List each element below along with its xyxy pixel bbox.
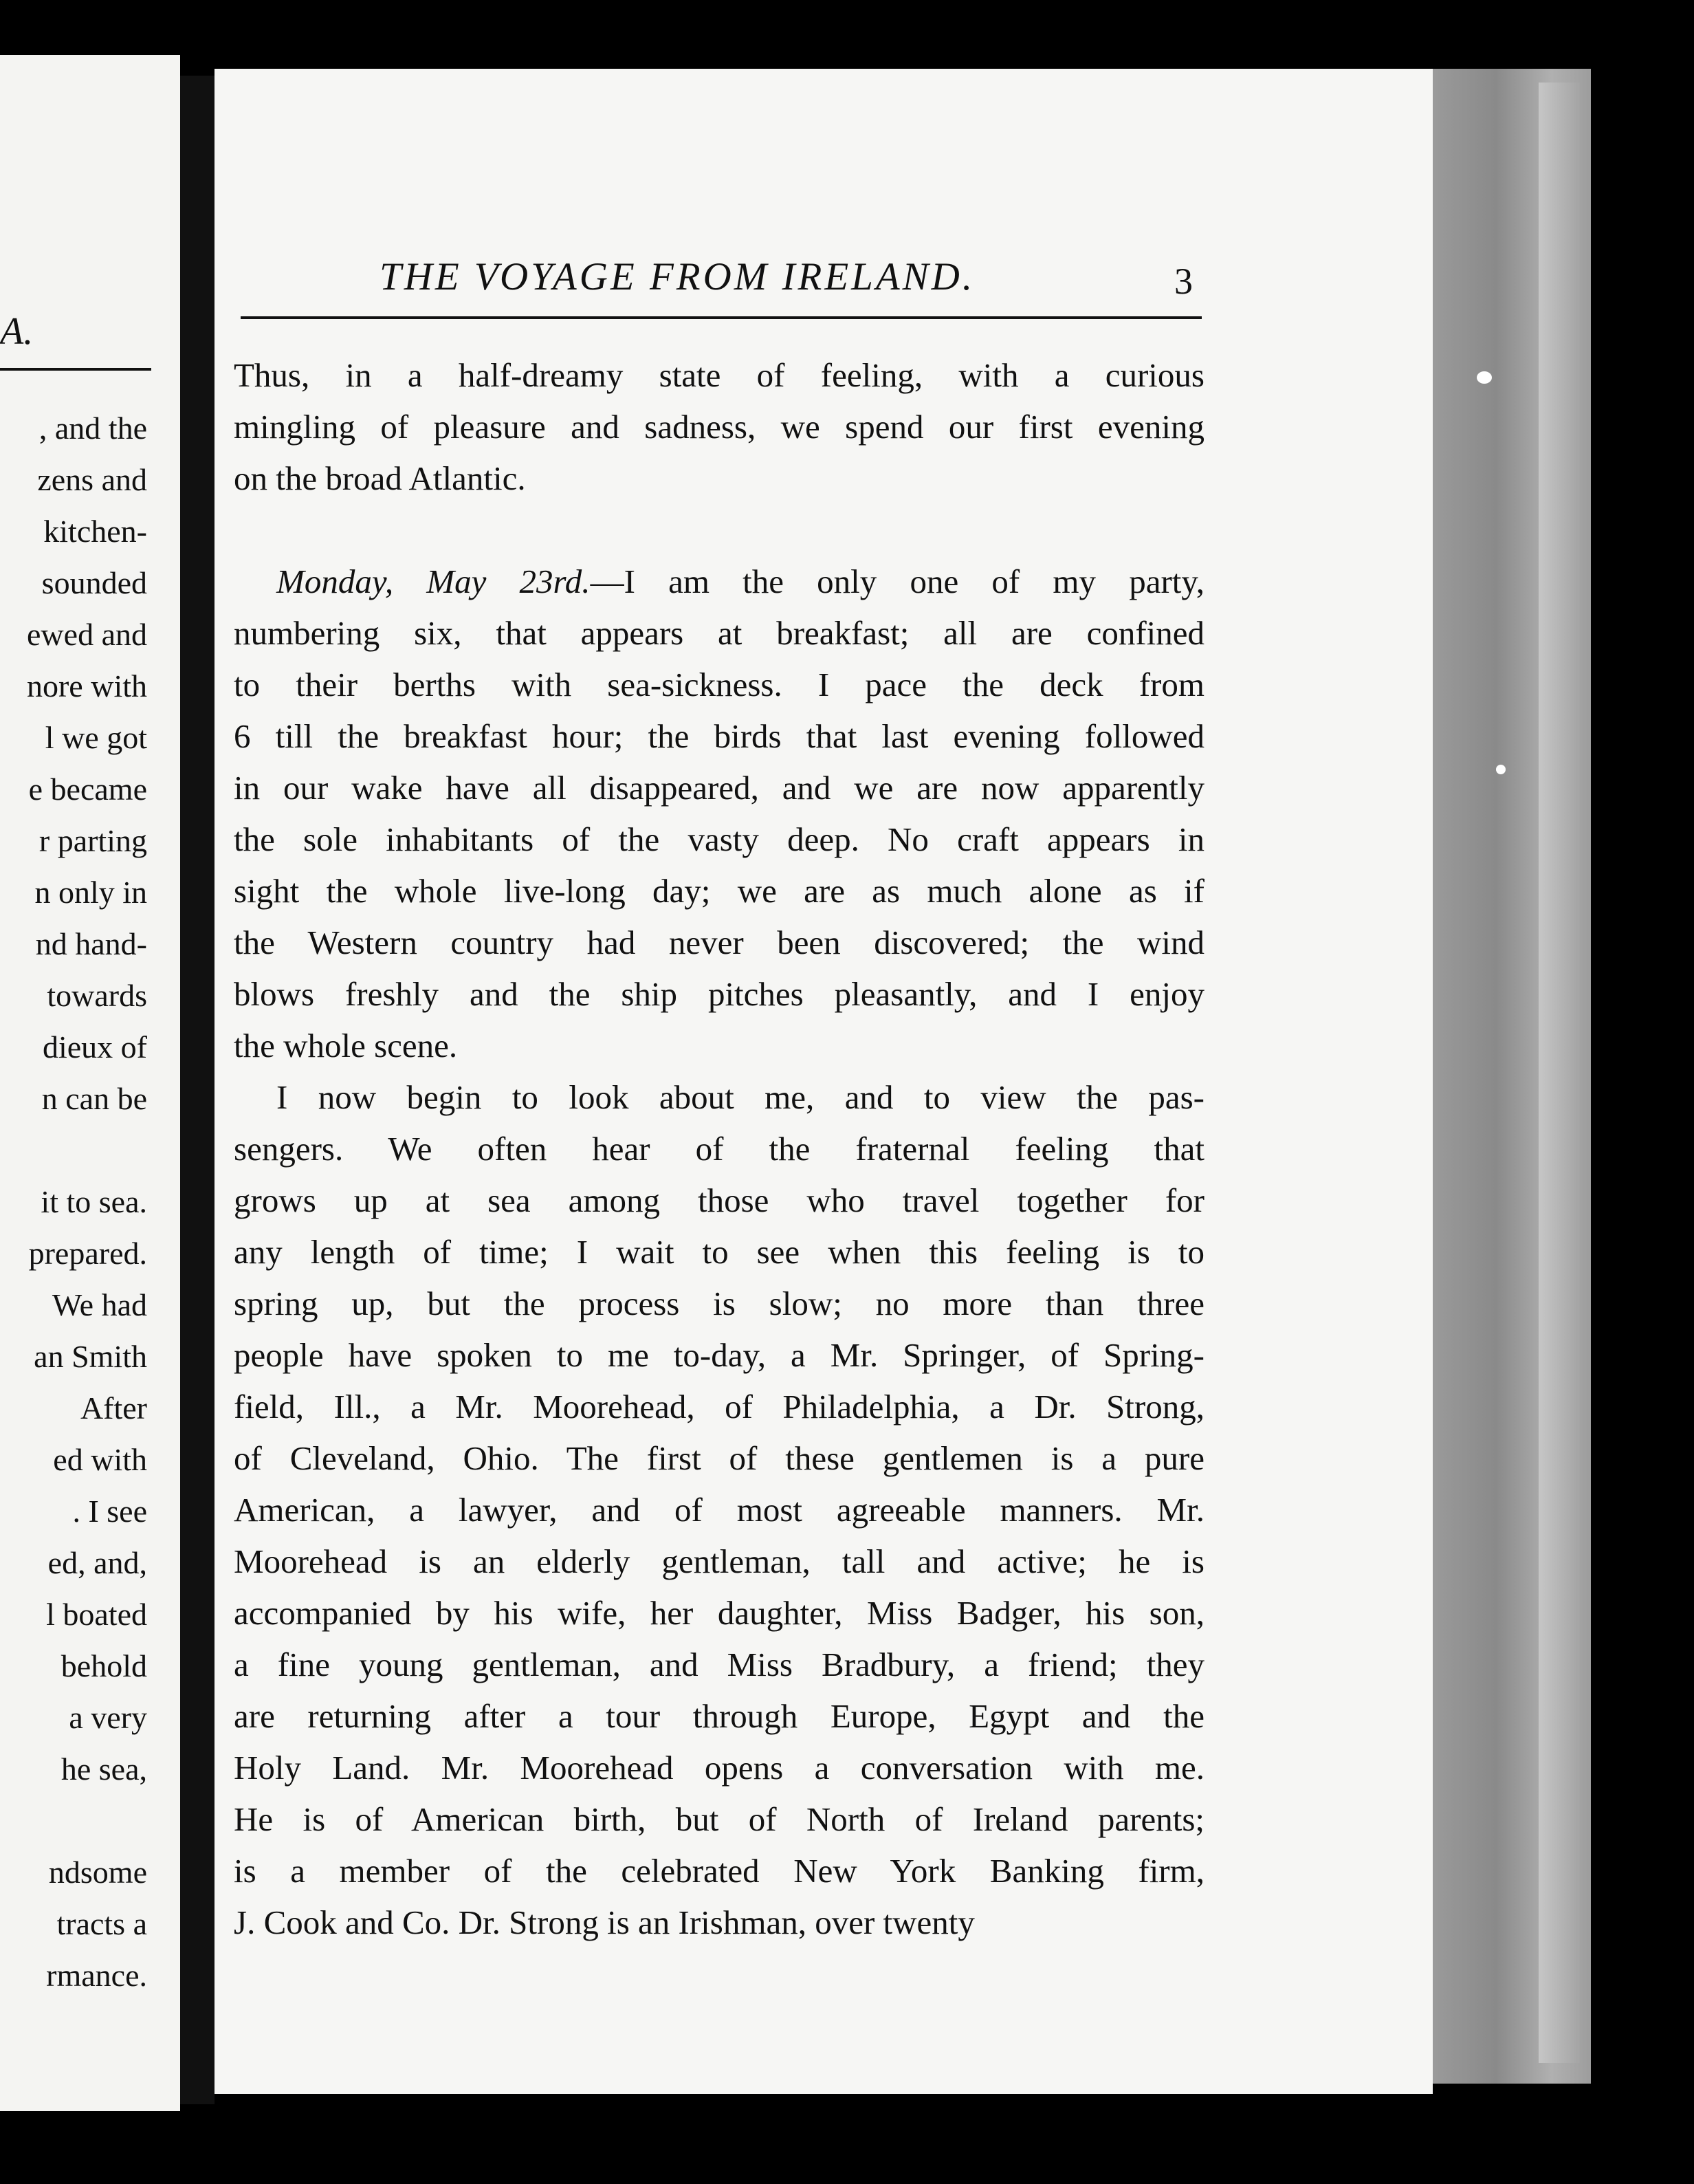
text-line: in our wake have all disappeared, and we are now apparently: [234, 769, 1204, 807]
previous-page-running-head: A.: [0, 310, 34, 353]
previous-page-line: prepared.: [28, 1236, 147, 1271]
running-head: THE VOYAGE FROM IRELAND.: [380, 255, 976, 298]
previous-page-text: [0, 402, 147, 2001]
previous-page-line: r parting: [38, 823, 147, 858]
text-line: mingling of pleasure and sadness, we spend our first evening: [234, 408, 1204, 446]
previous-page-line: ed, and,: [47, 1545, 147, 1580]
paragraph: [234, 556, 1204, 1071]
previous-page-line: he sea,: [60, 1751, 147, 1787]
previous-page-line: After: [80, 1390, 147, 1426]
previous-page-line: [0, 1124, 147, 1176]
text-line: Thus, in a half-dreamy state of feeling, with a curious: [234, 356, 1204, 394]
page-number: 3: [1174, 261, 1193, 302]
text-line: is a member of the celebrated New York Banking firm,: [234, 1852, 1204, 1890]
text-line: on the broad Atlantic.: [234, 459, 526, 497]
text-line: American, a lawyer, and of most agreeable manners. Mr.: [234, 1491, 1204, 1529]
previous-page-line: , and the: [38, 411, 147, 446]
previous-page-head-rule: [0, 368, 151, 371]
previous-page-line: nd hand-: [35, 926, 147, 961]
text-line: Moorehead is an elderly gentleman, tall and active; he is: [234, 1542, 1204, 1580]
previous-page-line: . I see: [72, 1494, 147, 1529]
text-line: numbering six, that appears at breakfast; all are confined: [234, 614, 1204, 652]
previous-page-line: dieux of: [42, 1029, 147, 1064]
previous-page-line: zens and: [37, 462, 147, 497]
previous-page-line: ndsome: [48, 1855, 147, 1890]
text-line: Holy Land. Mr. Moorehead opens a conversation with me.: [234, 1749, 1204, 1787]
scan-speck: [1477, 371, 1492, 384]
previous-page-line: kitchen-: [43, 514, 147, 549]
text-line: are returning after a tour through Europe, Egypt and the: [234, 1697, 1204, 1735]
previous-page-line: l we got: [45, 720, 147, 755]
previous-page-line: e became: [28, 772, 147, 807]
previous-page-line: n only in: [34, 875, 147, 910]
text-line: spring up, but the process is slow; no more than three: [234, 1285, 1204, 1322]
previous-page-fragment: [0, 55, 180, 2111]
scan-speck: [1496, 765, 1506, 774]
paragraph: [234, 1071, 1204, 1948]
previous-page-line: a very: [69, 1700, 147, 1735]
previous-page-line: it to sea.: [41, 1184, 147, 1219]
page-body-text: [234, 349, 1204, 1948]
previous-page-line: behold: [60, 1648, 147, 1683]
text-line: accompanied by his wife, her daughter, Miss Badger, his son,: [234, 1594, 1204, 1632]
text-line-content: —I am the only one of my party,: [590, 563, 1204, 600]
page-edge-highlight: [1539, 83, 1580, 2063]
text-line: He is of American birth, but of North of Ireland parents;: [234, 1800, 1204, 1838]
text-line: [234, 556, 1204, 607]
previous-page-line: ewed and: [27, 617, 147, 652]
paragraph-gap: [234, 504, 1204, 556]
previous-page-line: rmance.: [46, 1958, 147, 1993]
text-line: of Cleveland, Ohio. The first of these gentlemen is a pure: [234, 1439, 1204, 1477]
previous-page-line: tracts a: [56, 1906, 147, 1941]
text-line: J. Cook and Co. Dr. Strong is an Irishman, over twenty: [234, 1903, 975, 1941]
text-line: sengers. We often hear of the fraternal feeling that: [234, 1130, 1204, 1168]
text-line: the sole inhabitants of the vasty deep. No craft appears in: [234, 820, 1204, 858]
previous-page-line: towards: [47, 978, 147, 1013]
text-line: any length of time; I wait to see when this feeling is to: [234, 1233, 1204, 1271]
previous-page-line: [0, 1795, 147, 1846]
text-line: a fine young gentleman, and Miss Bradbury, a friend; they: [234, 1646, 1204, 1683]
diary-date: Monday, May 23rd.: [276, 563, 591, 600]
running-head-rule: [241, 316, 1202, 319]
previous-page-line: ed with: [53, 1442, 147, 1477]
text-line: blows freshly and the ship pitches pleasantly, and I enjoy: [234, 975, 1204, 1013]
previous-page-line: l boated: [46, 1597, 147, 1632]
previous-page-line: n can be: [41, 1081, 147, 1116]
text-line: 6 till the breakfast hour; the birds that last evening followed: [234, 717, 1204, 755]
previous-page-line: sounded: [41, 565, 147, 600]
text-line: to their berths with sea-sickness. I pace the deck from: [234, 666, 1204, 703]
text-line: the Western country had never been discovered; the wind: [234, 924, 1204, 961]
book-gutter: [180, 76, 214, 2104]
text-line: field, Ill., a Mr. Moorehead, of Philadelphia, a Dr. Strong,: [234, 1388, 1204, 1426]
previous-page-line: We had: [52, 1287, 147, 1322]
text-line: sight the whole live-long day; we are as much alone as if: [234, 872, 1204, 910]
text-line: the whole scene.: [234, 1027, 458, 1064]
previous-page-line: nore with: [26, 668, 147, 703]
text-line: I now begin to look about me, and to view the pas-: [276, 1078, 1204, 1116]
text-line: people have spoken to me to-day, a Mr. Springer, of Spring-: [234, 1336, 1204, 1374]
paragraph: [234, 349, 1204, 504]
text-line: grows up at sea among those who travel together for: [234, 1181, 1204, 1219]
previous-page-line: an Smith: [34, 1339, 147, 1374]
